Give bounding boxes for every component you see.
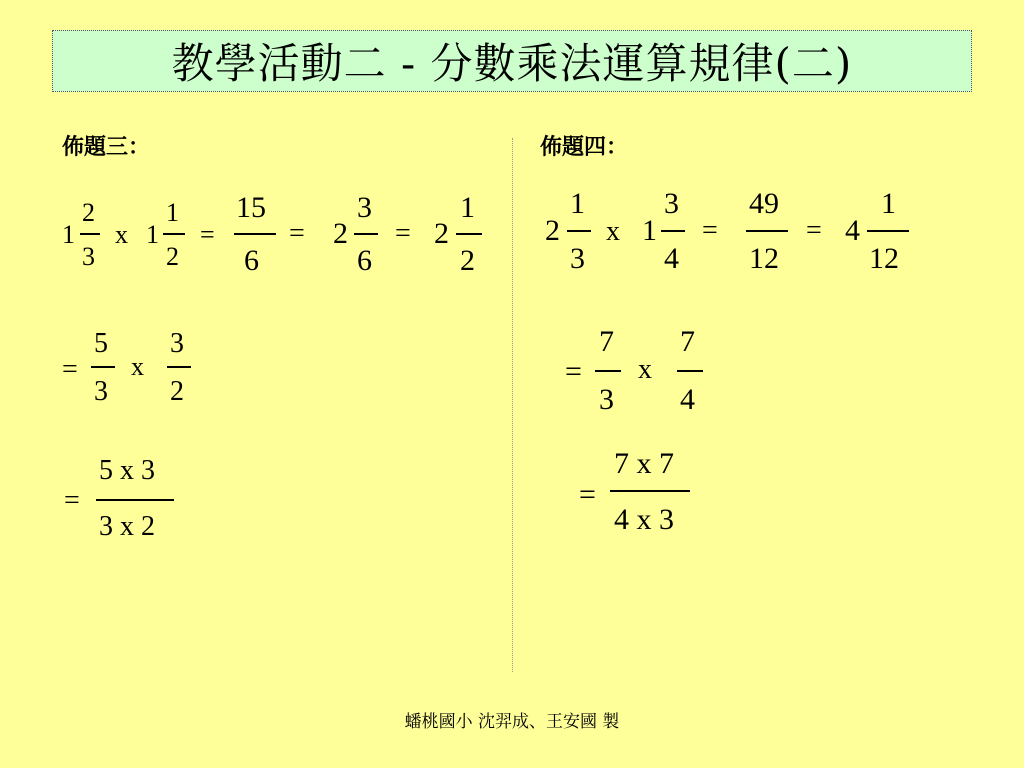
- denominator: 12: [869, 242, 899, 275]
- fraction-bar: [567, 230, 591, 232]
- numerator: 1: [166, 198, 179, 227]
- fraction-bar: [234, 233, 276, 235]
- numerator: 7: [599, 325, 614, 358]
- denominator: 3: [570, 242, 585, 275]
- denominator: 2: [460, 244, 475, 277]
- whole-number: 1: [146, 220, 159, 249]
- denominator: 4: [680, 383, 695, 416]
- fraction-bar: [163, 233, 185, 235]
- denominator: 3: [94, 376, 108, 407]
- equals-sign: =: [62, 354, 78, 385]
- numerator: 1: [460, 191, 475, 224]
- numerator: 15: [236, 191, 266, 224]
- equals-sign: =: [395, 218, 411, 249]
- fraction-bar: [96, 499, 174, 501]
- column-divider: [512, 138, 513, 672]
- numerator: 5 x 3: [99, 455, 155, 486]
- whole-number: 1: [642, 214, 657, 247]
- denominator: 12: [749, 242, 779, 275]
- fraction-bar: [677, 370, 703, 372]
- multiply-sign: x: [638, 354, 652, 385]
- denominator: 4: [664, 242, 679, 275]
- denominator: 6: [244, 244, 259, 277]
- heading-problem-4: 佈題四：: [540, 135, 629, 160]
- equals-sign: =: [806, 215, 822, 246]
- whole-number: 1: [62, 220, 75, 249]
- equals-sign: =: [565, 355, 582, 388]
- multiply-sign: x: [131, 352, 144, 381]
- heading-problem-3: 佈題三：: [62, 135, 151, 160]
- equals-sign: =: [702, 215, 718, 246]
- fraction-bar: [167, 366, 191, 368]
- numerator: 7: [680, 325, 695, 358]
- denominator: 3: [599, 383, 614, 416]
- fraction-bar: [80, 233, 100, 235]
- slide-title: 教學活動二 - 分數乘法運算規律(二): [171, 39, 853, 88]
- fraction-bar: [456, 233, 482, 235]
- title-box: [52, 30, 972, 92]
- numerator: 3: [170, 328, 184, 359]
- numerator: 3: [357, 191, 372, 224]
- fraction-bar: [867, 230, 909, 232]
- denominator: 3: [82, 242, 95, 271]
- fraction-bar: [610, 490, 690, 492]
- whole-number: 2: [545, 214, 560, 247]
- whole-number: 4: [845, 214, 860, 247]
- denominator: 4 x 3: [614, 503, 674, 536]
- fraction-bar: [595, 370, 621, 372]
- equals-sign: =: [289, 218, 305, 249]
- numerator: 2: [82, 198, 95, 227]
- equals-sign: =: [579, 478, 596, 511]
- denominator: 3 x 2: [99, 511, 155, 542]
- numerator: 1: [570, 187, 585, 220]
- equals-sign: =: [200, 220, 215, 249]
- multiply-sign: x: [606, 216, 620, 247]
- whole-number: 2: [333, 217, 348, 250]
- denominator: 6: [357, 244, 372, 277]
- fraction-bar: [354, 233, 378, 235]
- footer-credit: 蟠桃國小 沈羿成、王安國 製: [404, 712, 620, 732]
- denominator: 2: [166, 242, 179, 271]
- numerator: 5: [94, 328, 108, 359]
- numerator: 7 x 7: [614, 447, 674, 480]
- equals-sign: =: [64, 485, 80, 516]
- fraction-bar: [746, 230, 788, 232]
- fraction-bar: [91, 366, 115, 368]
- fraction-bar: [661, 230, 685, 232]
- numerator: 49: [749, 187, 779, 220]
- numerator: 3: [664, 187, 679, 220]
- numerator: 1: [881, 187, 896, 220]
- multiply-sign: x: [115, 220, 128, 249]
- denominator: 2: [170, 376, 184, 407]
- whole-number: 2: [434, 217, 449, 250]
